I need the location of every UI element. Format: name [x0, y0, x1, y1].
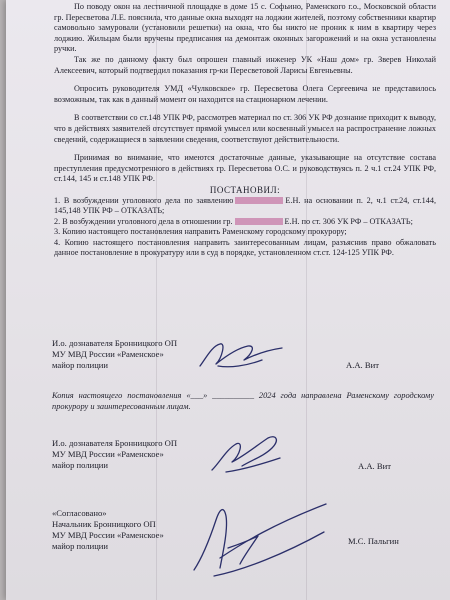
paragraph: В соответствии со ст.148 УПК РФ, рассмотрев материал по ст. 306 УК РФ дознание приходит к выводу, что в действиях заявителей отсутствует прямой умысел или косвенный умысел на распространение ложных сведений, содержащиеся в заявлении сведения, соответствуют действительности. [54, 113, 436, 144]
handwritten-signature-1 [196, 336, 286, 376]
copy-note: Копия настоящего постановления «___» __________ 2024 года направлена Раменскому городскому прокурору и заинтересованным лицам. [52, 391, 434, 411]
paragraph: По поводу окон на лестничной площадке в доме 15 с. Софьино, Раменского г.о., Московской области гр. Пересветова Л.Е. пояснила, что данные окна выходят на лоджии жителей, поэтому собственники квартир самовольно замуровали (установили решетки) на окна, что бы никто не проник к ним в квартиру через лоджию. Жильцам были вручены предписания на демонтаж оконных загорожений и на окна установлены ручки. [54, 2, 436, 54]
signer-name-2: А.А. Вит [358, 461, 391, 471]
signer-name-1: А.А. Вит [346, 360, 379, 370]
handwritten-signature-3 [184, 498, 334, 582]
document-body [54, 2, 436, 259]
signature-block-1: И.о. дознавателя Бронницкого ОП МУ МВД России «Раменское» майор полиции [52, 338, 178, 370]
resolution-item-4: 4. Копию настоящего постановления направить заинтересованным лицам, разъяснив право обжаловать данное постановление в прокуратуру или в суд в порядке, установленном ст.ст. 124-125 УПК РФ. [54, 237, 436, 258]
signature-block-2: И.о. дознавателя Бронницкого ОП МУ МВД России «Раменское» майор полиции [52, 438, 178, 470]
redaction-bar [235, 197, 283, 204]
paragraph: Принимая во внимание, что имеются достаточные данные, указывающие на отсутствие состава преступления предусмотренного в действиях гр. Пересветова О.С. и руководствуясь п. 2 ч.1 ст.24 УПК РФ, ст.144, 145 и ст.148 УПК РФ. [54, 153, 436, 184]
resolution-item-1: 1. В возбуждении уголовного дела по заявлению Е.Н. на основании п. 2, ч.1 ст.24, ст.144, 145,148 УПК РФ – ОТКАЗАТЬ; [54, 195, 437, 216]
resolution-title: ПОСТАНОВИЛ: [209, 184, 281, 195]
redaction-bar [235, 218, 283, 225]
paragraph: Так же по данному факту был опрошен главный инженер УК «Наш дом» гр. Зверев Николай Алексеевич, который подтвердил показания гр-ки Пересветовой Ларисы Евгеньевны. [54, 54, 436, 75]
handwritten-signature-2 [206, 430, 286, 478]
paragraph: Опросить руководителя УМД «Чулковское» гр. Пересветова Олега Сергеевича не представилось возможным, так как в данный момент он находится на стационарном лечении. [54, 84, 436, 104]
resolution-item-3: 3. Копию настоящего постановления направить Раменскому городскому прокурору; [54, 227, 347, 237]
resolution-item-2: 2. В возбуждении уголовного дела в отношении гр. Е.Н. по ст. 306 УК РФ – ОТКАЗАТЬ; [54, 216, 413, 226]
approval-block: «Согласовано» Начальник Бронницкого ОП МУ МВД России «Раменское» майор полиции [52, 508, 164, 551]
approver-name: М.С. Пальгин [348, 536, 399, 546]
document-page [6, 0, 450, 600]
